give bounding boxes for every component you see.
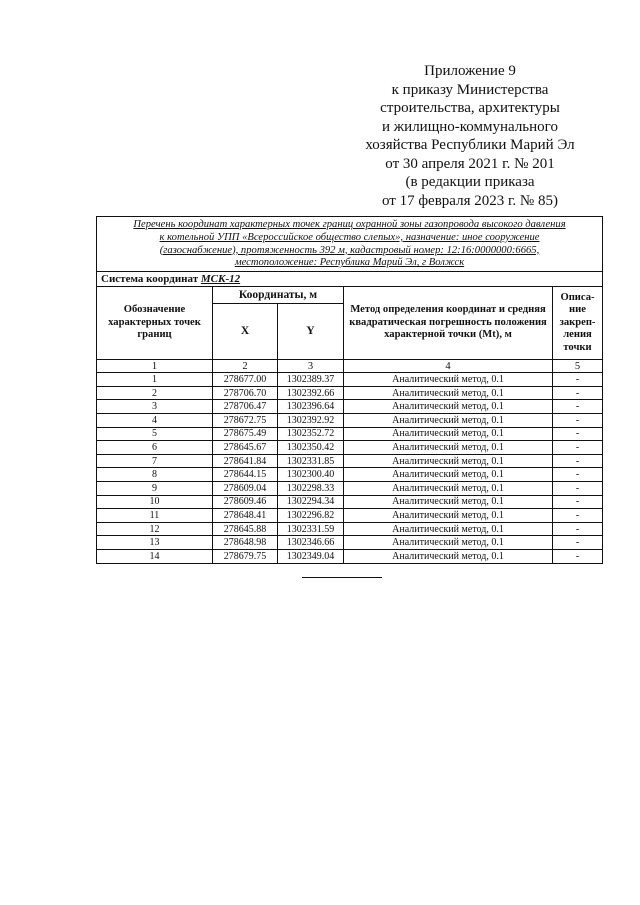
method: Аналитический метод, 0.1 <box>344 549 553 563</box>
header-x: X <box>213 304 278 360</box>
method: Аналитический метод, 0.1 <box>344 454 553 468</box>
coord-y: 1302392.92 <box>278 413 344 427</box>
point-number: 4 <box>97 413 213 427</box>
header-row-1 <box>97 287 603 304</box>
fixing-description: - <box>553 536 603 550</box>
point-number: 11 <box>97 509 213 523</box>
point-number: 5 <box>97 427 213 441</box>
column-number: 2 <box>213 360 278 373</box>
point-number: 12 <box>97 522 213 536</box>
method: Аналитический метод, 0.1 <box>344 441 553 455</box>
table-row <box>97 454 603 468</box>
point-number: 13 <box>97 536 213 550</box>
column-number: 5 <box>553 360 603 373</box>
coord-x: 278706.47 <box>213 400 278 414</box>
coord-x: 278679.75 <box>213 549 278 563</box>
coordinate-system-label: Система координат <box>101 273 199 286</box>
method: Аналитический метод, 0.1 <box>344 413 553 427</box>
fixing-description: - <box>553 454 603 468</box>
appendix-line: Приложение 9 <box>424 63 516 79</box>
coord-x: 278609.46 <box>213 495 278 509</box>
fixing-description: - <box>553 427 603 441</box>
point-number: 6 <box>97 441 213 455</box>
table-row <box>97 536 603 550</box>
method: Аналитический метод, 0.1 <box>344 400 553 414</box>
coord-y: 1302298.33 <box>278 481 344 495</box>
point-number: 1 <box>97 373 213 387</box>
coordinate-system-value: МСК-12 <box>200 273 241 286</box>
fixing-description: - <box>553 522 603 536</box>
method: Аналитический метод, 0.1 <box>344 481 553 495</box>
fixing-description: - <box>553 400 603 414</box>
table-row <box>97 427 603 441</box>
fixing-description: - <box>553 373 603 387</box>
appendix-line: к приказу Министерства <box>391 81 549 98</box>
header-coordinates: Координаты, м <box>213 287 344 304</box>
appendix-line: (в редакции приказа <box>405 174 535 190</box>
fixing-description: - <box>553 549 603 563</box>
fixing-description: - <box>553 495 603 509</box>
table-row <box>97 441 603 455</box>
method: Аналитический метод, 0.1 <box>344 427 553 441</box>
coord-x: 278609.04 <box>213 481 278 495</box>
coord-x: 278675.49 <box>213 427 278 441</box>
coord-x: 278677.00 <box>213 373 278 387</box>
coord-y: 1302350.42 <box>278 441 344 455</box>
method: Аналитический метод, 0.1 <box>344 536 553 550</box>
table-row <box>97 386 603 400</box>
table-row <box>97 509 603 523</box>
appendix-line: от 17 февраля 2023 г. № 85) <box>381 192 558 209</box>
coord-x: 278706.70 <box>213 386 278 400</box>
coord-x: 278672.75 <box>213 413 278 427</box>
point-number: 10 <box>97 495 213 509</box>
appendix-line: и жилищно-коммунального <box>382 118 558 135</box>
table-row <box>97 481 603 495</box>
coord-y: 1302331.85 <box>278 454 344 468</box>
table-row <box>97 522 603 536</box>
title-row <box>97 217 603 272</box>
coord-y: 1302352.72 <box>278 427 344 441</box>
coordinate-system <box>97 272 603 287</box>
fixing-description: - <box>553 509 603 523</box>
coord-y: 1302389.37 <box>278 373 344 387</box>
fixing-description: - <box>553 441 603 455</box>
header-method: Метод определения координат и средняя квадратическая погрешность положения характерной точки (Mt), м <box>344 287 553 360</box>
table-row <box>97 400 603 414</box>
table-body <box>97 373 603 563</box>
title-line: местоположение: Республика Марий Эл, г Волжск <box>234 257 465 269</box>
coord-y: 1302294.34 <box>278 495 344 509</box>
system-row <box>97 272 603 287</box>
fixing-description: - <box>553 468 603 482</box>
column-number: 4 <box>344 360 553 373</box>
coordinates-table <box>96 216 603 564</box>
method: Аналитический метод, 0.1 <box>344 522 553 536</box>
appendix-line: строительства, архитектуры <box>380 100 560 116</box>
coord-x: 278644.15 <box>213 468 278 482</box>
point-number: 7 <box>97 454 213 468</box>
title-line: (газоснабжение), протяженность 392 м, кадастровый номер: 12:16:0000000:6665, <box>159 244 540 256</box>
column-number: 1 <box>97 360 213 373</box>
coord-y: 1302392.66 <box>278 386 344 400</box>
column-number-row <box>97 360 603 373</box>
table-title <box>97 217 603 272</box>
coord-y: 1302346.66 <box>278 536 344 550</box>
coord-x: 278648.41 <box>213 509 278 523</box>
table-row <box>97 373 603 387</box>
fixing-description: - <box>553 413 603 427</box>
coord-y: 1302296.82 <box>278 509 344 523</box>
table-row <box>97 468 603 482</box>
method: Аналитический метод, 0.1 <box>344 468 553 482</box>
method: Аналитический метод, 0.1 <box>344 373 553 387</box>
table-row <box>97 549 603 563</box>
coord-y: 1302396.64 <box>278 400 344 414</box>
header-description: Описа-ние закреп-ления точки <box>553 287 603 360</box>
fixing-description: - <box>553 386 603 400</box>
point-number: 14 <box>97 549 213 563</box>
fixing-description: - <box>553 481 603 495</box>
column-number: 3 <box>278 360 344 373</box>
point-number: 9 <box>97 481 213 495</box>
coord-y: 1302300.40 <box>278 468 344 482</box>
method: Аналитический метод, 0.1 <box>344 495 553 509</box>
coord-y: 1302349.04 <box>278 549 344 563</box>
coord-x: 278648.98 <box>213 536 278 550</box>
point-number: 2 <box>97 386 213 400</box>
appendix-line: от 30 апреля 2021 г. № 201 <box>385 155 555 172</box>
point-number: 3 <box>97 400 213 414</box>
table-row <box>97 413 603 427</box>
appendix-header <box>352 62 588 210</box>
coord-x: 278641.84 <box>213 454 278 468</box>
coord-y: 1302331.59 <box>278 522 344 536</box>
method: Аналитический метод, 0.1 <box>344 509 553 523</box>
appendix-line: хозяйства Республики Марий Эл <box>365 137 575 153</box>
method: Аналитический метод, 0.1 <box>344 386 553 400</box>
table-row <box>97 495 603 509</box>
coord-x: 278645.88 <box>213 522 278 536</box>
title-line: Перечень координат характерных точек границ охранной зоны газопровода высокого давления <box>133 219 566 230</box>
header-y: Y <box>278 304 344 360</box>
header-designation: Обозначение характерных точек границ <box>97 287 213 360</box>
point-number: 8 <box>97 468 213 482</box>
separator-line <box>302 577 382 578</box>
coord-x: 278645.67 <box>213 441 278 455</box>
title-line: к котельной УПП «Всероссийское общество слепых», назначение: иное сооружение <box>159 231 540 243</box>
